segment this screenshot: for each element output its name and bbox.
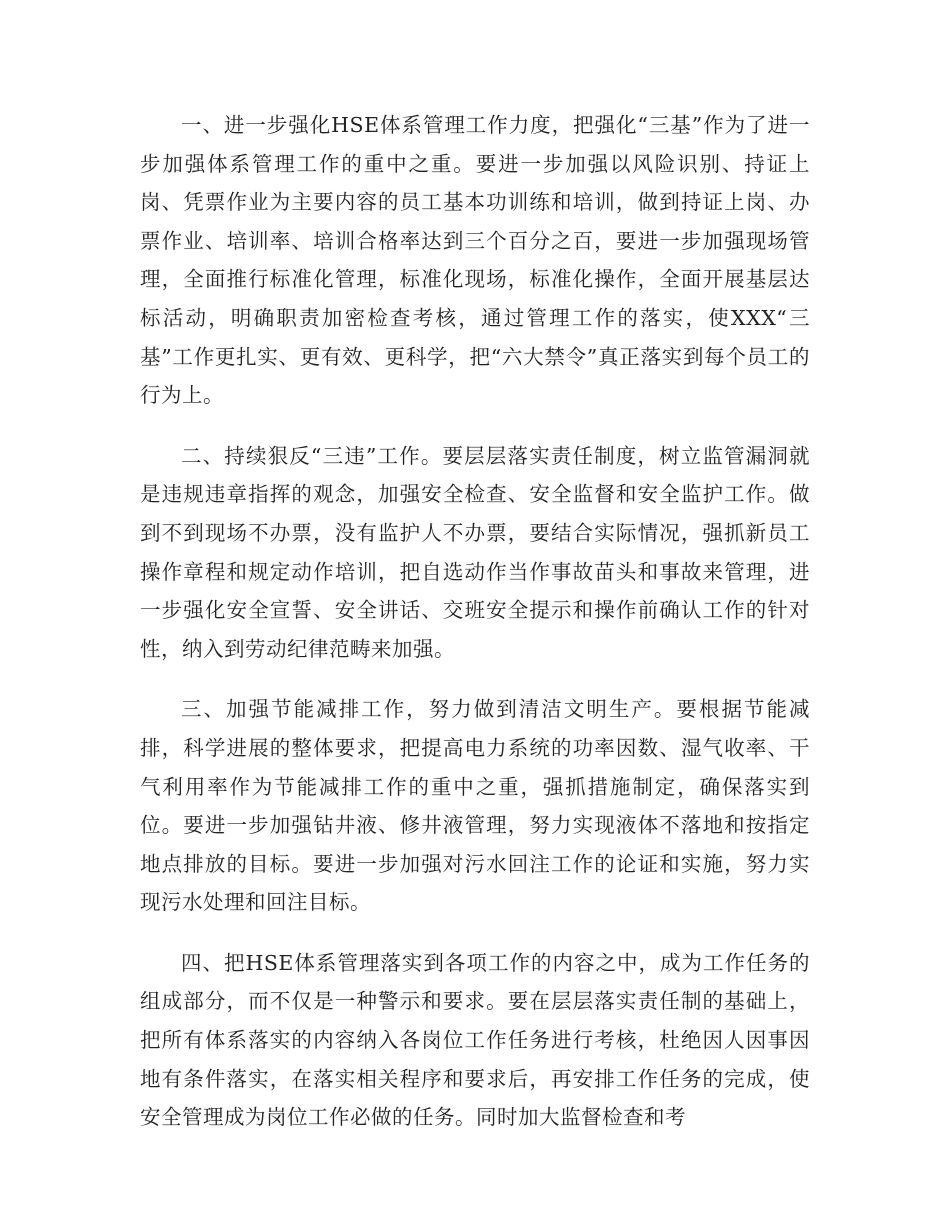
paragraph-3: 三、加强节能减排工作，努力做到清洁文明生产。要根据节能减排，科学进展的整体要求，把提高电力系统的功率因数、湿气收率、干气利用率作为节能减排工作的重中之重，强抓措施制定，确保落实到位。要进一步加强钻井液、修井液管理，努力实现液体不落地和按指定地点排放的目标。要进一步加强对污水回注工作的论证和实施，努力实现污水处理和回注目标。	[140, 697, 810, 915]
paragraph-1: 一、进一步强化HSE体系管理工作力度，把强化“三基”作为了进一步加强体系管理工作的重中之重。要进一步加强以风险识别、持证上岗、凭票作业为主要内容的员工基本功训练和培训，做到持证上岗、办票作业、培训率、培训合格率达到三个百分之百，要进一步加强现场管理，全面推行标准化管理，标准化现场，标准化操作，全面开展基层达标活动，明确职责加密检查考核，通过管理工作的落实，使XXX“三基”工作更扎实、更有效、更科学，把“六大禁令”真正落实到每个员工的行为上。	[140, 113, 810, 408]
paragraph-4: 四、把HSE体系管理落实到各项工作的内容之中，成为工作任务的组成部分，而不仅是一种警示和要求。要在层层落实责任制的基础上，把所有体系落实的内容纳入各岗位工作任务进行考核，杜绝因人因事因地有条件落实，在落实相关程序和要求后，再安排工作任务的完成，使安全管理成为岗位工作必做的任务。同时加大监督检查和考	[140, 950, 810, 1130]
paragraph-2: 二、持续狠反“三违”工作。要层层落实责任制度，树立监管漏洞就是违规违章指挥的观念，加强安全检查、安全监督和安全监护工作。做到不到现场不办票，没有监护人不办票，要结合实际情况，强抓新员工操作章程和规定动作培训，把自选动作当作事故苗头和事故来管理，进一步强化安全宣誓、安全讲话、交班安全提示和操作前确认工作的针对性，纳入到劳动纪律范畴来加强。	[140, 443, 810, 661]
